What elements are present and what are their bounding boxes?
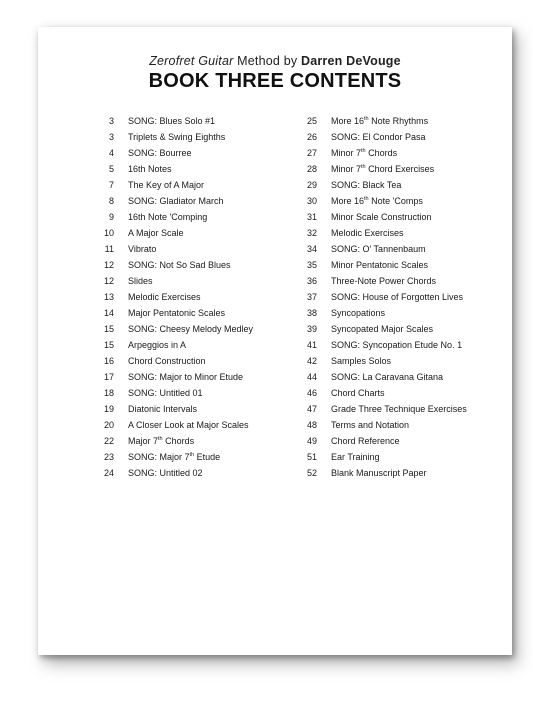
toc-page-number: 29	[306, 180, 317, 190]
toc-entry-text: The Key of A Major	[128, 180, 205, 190]
toc-entry-superscript: th	[158, 436, 163, 442]
toc-entry-title	[128, 401, 197, 417]
toc-entry-title	[331, 401, 467, 417]
toc-entry	[92, 417, 253, 433]
toc-entry-text: SONG: Blues Solo #1	[128, 116, 216, 126]
toc-entry	[295, 177, 467, 193]
toc-entry-text-suffix: Chords	[162, 436, 195, 446]
toc-entry-title	[331, 129, 426, 145]
toc-page-number: 30	[306, 196, 317, 206]
toc-entry-text: Vibrato	[128, 244, 157, 254]
toc-entry	[92, 273, 253, 289]
toc-entry-title	[331, 289, 463, 305]
toc-entry-title	[128, 113, 215, 129]
toc-entry	[295, 209, 467, 225]
toc-entry	[295, 129, 467, 145]
toc-entry	[92, 385, 253, 401]
toc-entry	[92, 113, 253, 129]
toc-entry-text: SONG: Not So Sad Blues	[128, 260, 231, 270]
toc-entry-text: Minor 7	[331, 164, 362, 174]
toc-page-number: 15	[103, 324, 114, 334]
toc-entry-title	[128, 145, 192, 161]
toc-entry-text-suffix: Note 'Comps	[368, 196, 423, 206]
byline-mid: Method by	[233, 54, 301, 68]
toc-entry-title	[331, 273, 436, 289]
toc-page-number: 14	[103, 308, 114, 318]
toc-entry-superscript: th	[361, 148, 366, 154]
toc-entry-title	[331, 449, 380, 465]
toc-page-number: 12	[103, 260, 114, 270]
toc-entry-text: More 16	[331, 116, 365, 126]
toc-entry	[295, 273, 467, 289]
toc-page-number: 10	[103, 228, 114, 238]
toc-entry-title	[128, 433, 194, 449]
toc-entry-text: Terms and Notation	[331, 420, 410, 430]
toc-entry-text: SONG: Bourree	[128, 148, 192, 158]
toc-page-number: 34	[306, 244, 317, 254]
toc-entry-title	[331, 209, 432, 225]
toc-entry-text: Triplets & Swing Eighths	[128, 132, 226, 142]
toc-page-number: 3	[108, 116, 114, 126]
toc-entry-title	[128, 449, 220, 465]
toc-entry-title	[331, 161, 434, 177]
toc-page-number: 4	[108, 148, 114, 158]
toc-entry-title	[128, 257, 231, 273]
toc-page-number: 52	[306, 468, 317, 478]
toc-entry-title	[331, 321, 433, 337]
toc-entry	[92, 369, 253, 385]
toc-entry-superscript: th	[189, 452, 195, 458]
toc-entry-text: 16th Notes	[128, 164, 172, 174]
toc-entry	[295, 449, 467, 465]
toc-entry-title	[331, 257, 428, 273]
toc-page-number: 26	[306, 132, 317, 142]
toc-entry-text: SONG: Major 7	[128, 452, 190, 462]
toc-entry-title	[128, 417, 249, 433]
toc-entry-title	[331, 177, 401, 193]
toc-entry-title	[128, 465, 203, 481]
toc-entry-text: SONG: Major to Minor Etude	[128, 372, 244, 382]
toc-entry-title	[128, 321, 253, 337]
toc-page-number: 28	[306, 164, 317, 174]
toc-entry-title	[331, 385, 385, 401]
byline-author: Darren DeVouge	[300, 54, 401, 68]
toc-entry-title	[128, 305, 225, 321]
toc-entry-title	[331, 241, 426, 257]
toc-entry-text: SONG: Gladiator March	[128, 196, 224, 206]
toc-entry-text: Major 7	[128, 436, 159, 446]
toc-entry-title	[128, 225, 184, 241]
toc-page-number: 7	[108, 180, 114, 190]
toc-page-number: 17	[103, 372, 114, 382]
toc-entry-text: SONG: Black Tea	[331, 180, 402, 190]
toc-entry-text: Chord Construction	[128, 356, 206, 366]
toc-column-left	[92, 113, 253, 481]
toc-page-number: 31	[306, 212, 317, 222]
toc-entry-text: More 16	[331, 196, 365, 206]
toc-entry	[92, 433, 253, 449]
toc-entry	[295, 401, 467, 417]
toc-entry-title	[128, 209, 207, 225]
toc-entry-superscript: th	[364, 196, 369, 202]
toc-entry-title	[331, 353, 391, 369]
toc-page-number: 27	[306, 148, 317, 158]
toc-entry-title	[331, 145, 397, 161]
toc-entry	[92, 289, 253, 305]
toc-entry-title	[128, 129, 225, 145]
toc-entry-text: SONG: Syncopation Etude No. 1	[331, 340, 463, 350]
toc-entry-text: Minor 7	[331, 148, 362, 158]
toc-entry	[295, 161, 467, 177]
toc-page-number: 15	[103, 340, 114, 350]
toc-entry-text: Syncopations	[331, 308, 386, 318]
toc-entry	[92, 465, 253, 481]
toc-entry-title	[331, 433, 400, 449]
toc-page-number: 47	[306, 404, 317, 414]
toc-entry-text: SONG: Untitled 01	[128, 388, 203, 398]
toc-page-number: 38	[306, 308, 317, 318]
toc-entry-title	[331, 337, 462, 353]
toc-entry	[92, 145, 253, 161]
toc-entry	[295, 433, 467, 449]
toc-entry	[295, 353, 467, 369]
toc-entry-text: SONG: Untitled 02	[128, 468, 203, 478]
toc-entry-text: Arpeggios in A	[128, 340, 187, 350]
toc-entry	[295, 417, 467, 433]
toc-page-number: 51	[306, 452, 317, 462]
toc-entry	[295, 321, 467, 337]
toc-page-number: 19	[103, 404, 114, 414]
toc-entry-text: Major Pentatonic Scales	[128, 308, 226, 318]
toc-entry-text: Ear Training	[331, 452, 380, 462]
toc-page-number: 32	[306, 228, 317, 238]
toc-page-number: 16	[103, 356, 114, 366]
toc-entry-text: Chord Charts	[331, 388, 385, 398]
toc-entry-title	[128, 161, 172, 177]
toc-entry-text: SONG: La Caravana Gitana	[331, 372, 444, 382]
toc-entry-text-suffix: Chord Exercises	[365, 164, 435, 174]
toc-page-number: 44	[306, 372, 317, 382]
toc-entry-text: A Closer Look at Major Scales	[128, 420, 249, 430]
toc-page-number: 23	[103, 452, 114, 462]
toc-entry-text-suffix: Etude	[194, 452, 221, 462]
toc-entry-title	[331, 225, 404, 241]
toc-entry	[295, 193, 467, 209]
toc-page-number: 41	[306, 340, 317, 350]
toc-entry	[295, 225, 467, 241]
toc-entry	[295, 145, 467, 161]
toc-entry	[295, 369, 467, 385]
toc-entry	[92, 177, 253, 193]
toc-entry-title	[128, 353, 206, 369]
toc-page-number: 11	[104, 244, 114, 254]
toc-page-number: 22	[103, 436, 114, 446]
toc-entry	[92, 193, 253, 209]
toc-entry-title	[331, 193, 423, 209]
toc-entry	[92, 161, 253, 177]
document-page	[38, 27, 512, 655]
toc-page-number: 46	[306, 388, 317, 398]
toc-entry	[92, 449, 253, 465]
toc-entry-text: A Major Scale	[128, 228, 184, 238]
toc-entry-title	[331, 417, 409, 433]
toc-entry-title	[128, 177, 204, 193]
toc-entry	[92, 401, 253, 417]
toc-entry	[92, 257, 253, 273]
toc-page-number: 20	[103, 420, 114, 430]
toc-entry	[92, 129, 253, 145]
toc-entry-text: Minor Scale Construction	[331, 212, 432, 222]
toc-page-number: 18	[103, 388, 114, 398]
toc-page-number: 3	[108, 132, 114, 142]
toc-entry-title	[128, 289, 201, 305]
toc-entry-title	[128, 369, 243, 385]
toc-entry	[295, 337, 467, 353]
toc-entry	[295, 385, 467, 401]
toc-page-number: 49	[306, 436, 317, 446]
toc-entry-text: Blank Manuscript Paper	[331, 468, 427, 478]
toc-entry	[295, 305, 467, 321]
page-header	[38, 54, 512, 93]
toc-entry-text: 16th Note 'Comping	[128, 212, 208, 222]
toc-entry	[295, 113, 467, 129]
toc-page-number: 9	[108, 212, 114, 222]
toc-entry	[92, 225, 253, 241]
toc-page-number: 37	[306, 292, 317, 302]
toc-entry	[92, 337, 253, 353]
toc-entry-title	[128, 273, 153, 289]
toc-page-number: 12	[103, 276, 114, 286]
byline	[38, 54, 512, 68]
toc-entry-text: SONG: O' Tannenbaum	[331, 244, 426, 254]
toc-entry	[92, 321, 253, 337]
toc-entry-text: Three-Note Power Chords	[331, 276, 437, 286]
page-title: BOOK THREE CONTENTS	[148, 70, 402, 92]
toc-entry-title	[128, 193, 224, 209]
toc-page-number: 5	[108, 164, 114, 174]
toc-entry-text: SONG: Cheesy Melody Medley	[128, 324, 254, 334]
byline-brand: Zerofret Guitar	[149, 54, 234, 68]
toc-entry-text: Samples Solos	[331, 356, 392, 366]
toc-entry	[92, 305, 253, 321]
toc-page-number: 8	[108, 196, 114, 206]
toc-entry	[92, 209, 253, 225]
toc-entry-title	[331, 305, 385, 321]
toc-entry-text: SONG: House of Forgotten Lives	[331, 292, 464, 302]
toc-entry-title	[331, 369, 443, 385]
toc-entry-text-suffix: Note Rhythms	[368, 116, 429, 126]
toc-entry	[92, 241, 253, 257]
toc-page-number: 48	[306, 420, 317, 430]
toc-page-number: 24	[103, 468, 114, 478]
toc-entry-title	[331, 465, 427, 481]
toc-page-number: 25	[306, 116, 317, 126]
toc-entry-text: SONG: El Condor Pasa	[331, 132, 426, 142]
toc-entry-title	[128, 385, 203, 401]
toc-entry	[295, 241, 467, 257]
toc-entry-text: Melodic Exercises	[331, 228, 404, 238]
toc-entry	[295, 257, 467, 273]
toc-page-number: 42	[306, 356, 317, 366]
toc-entry-text-suffix: Chords	[365, 148, 398, 158]
toc-page-number: 36	[306, 276, 317, 286]
toc-entry-text: Syncopated Major Scales	[331, 324, 434, 334]
toc-entry-superscript: th	[361, 164, 366, 170]
toc-entry-title	[128, 337, 186, 353]
toc-entry	[92, 353, 253, 369]
toc-column-right	[295, 113, 467, 481]
toc-entry	[295, 289, 467, 305]
toc-entry	[295, 465, 467, 481]
toc-entry-superscript: th	[364, 116, 369, 122]
toc-entry-text: Diatonic Intervals	[128, 404, 198, 414]
toc-entry-text: Grade Three Technique Exercises	[331, 404, 467, 414]
toc-page-number: 39	[306, 324, 317, 334]
toc-page-number: 35	[306, 260, 317, 270]
toc-entry-text: Minor Pentatonic Scales	[331, 260, 429, 270]
toc-entry-text: Chord Reference	[331, 436, 400, 446]
toc-entry-title	[331, 113, 428, 129]
toc-entry-title	[128, 241, 156, 257]
toc-entry-text: Slides	[128, 276, 153, 286]
toc-entry-text: Melodic Exercises	[128, 292, 201, 302]
toc-page-number: 13	[103, 292, 114, 302]
